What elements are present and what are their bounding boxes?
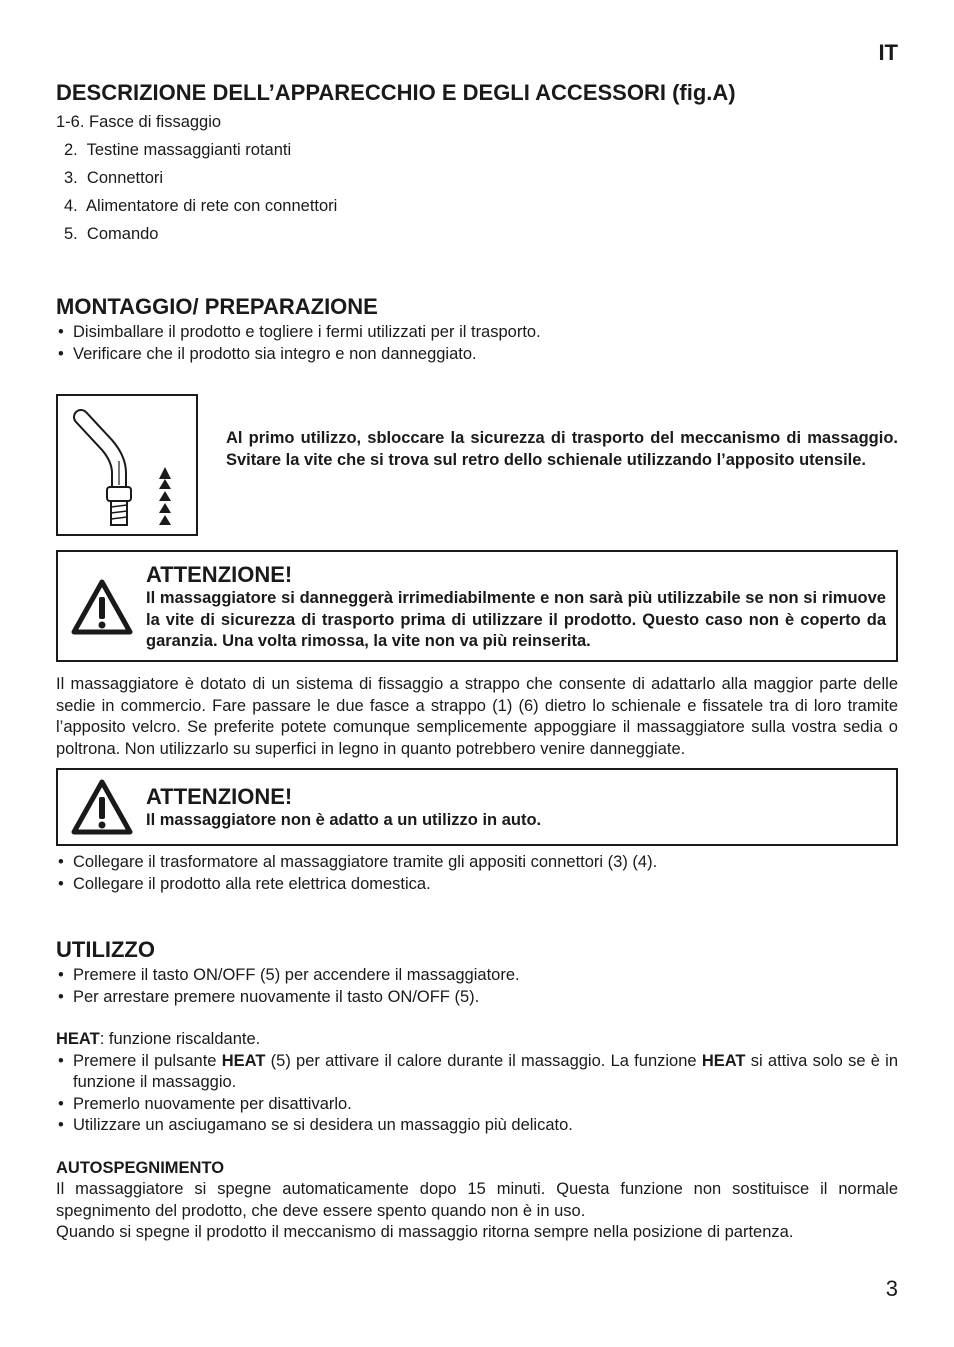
heat-bullets: [56, 1051, 898, 1137]
warning-title: ATTENZIONE!: [146, 784, 293, 809]
list-item: 2. Testine massaggianti rotanti: [64, 141, 292, 159]
warning-icon-wrap: [58, 778, 146, 836]
tool-note: Al primo utilizzo, sbloccare la sicurezza di trasporto del meccanismo di massaggio. Svitare la vite che si trova sul retro dello schienale utilizzando l’apposito utensile.: [226, 429, 898, 469]
list-item: • Collegare il trasformatore al massaggiatore tramite gli appositi connettori (3) (4).: [56, 852, 898, 874]
list-item: 1-6. Fasce di fissaggio: [56, 113, 222, 131]
description-title: DESCRIZIONE DELL’APPARECCHIO E DEGLI ACCESSORI (fig.A): [56, 80, 736, 105]
heat-line: [56, 1029, 898, 1051]
list-item: • Premerlo nuovamente per disattivarlo.: [56, 1094, 898, 1116]
list-item: • Verificare che il prodotto sia integro e non danneggiato.: [56, 344, 898, 366]
list-item: [56, 1051, 898, 1094]
assembly-title: MONTAGGIO/ PREPARAZIONE: [56, 294, 378, 319]
list-item: • Per arrestare premere nuovamente il tasto ON/OFF (5).: [56, 987, 898, 1009]
language-code: IT: [878, 40, 898, 65]
list-item: 4. Alimentatore di rete con connettori: [64, 197, 338, 215]
connection-bullets: [56, 852, 898, 895]
parts-list: [56, 108, 898, 248]
assembly-bullets: [56, 322, 898, 365]
warning-icon: [70, 778, 134, 836]
tool-figure: [56, 394, 198, 536]
list-item: • Utilizzare un asciugamano se si desidera un massaggio più delicato.: [56, 1115, 898, 1137]
warning-icon-wrap: [58, 578, 146, 636]
warning-icon: [70, 578, 134, 636]
auto-off-paragraph: Il massaggiatore si spegne automaticamente dopo 15 minuti. Questa funzione non sostituisce il normale spegnimento del prodotto, che deve essere spento quando non è in uso.: [56, 1180, 898, 1220]
page-number: 3: [885, 1276, 898, 1301]
warning-text: Il massaggiatore non è adatto a un utilizzo in auto.: [146, 811, 542, 829]
list-item: 5. Comando: [64, 225, 159, 243]
heat-label: HEAT: [56, 1030, 100, 1048]
heat-description: : funzione riscaldante.: [99, 1030, 261, 1048]
heat-bullet-text: Premere il pulsante: [73, 1051, 222, 1070]
usage-title: UTILIZZO: [56, 937, 155, 962]
auto-off-paragraph: Quando si spegne il prodotto il meccanismo di massaggio ritorna sempre nella posizione di partenza.: [56, 1223, 794, 1241]
warning-body: [146, 784, 896, 832]
usage-bullets: [56, 965, 898, 1008]
list-item: • Collegare il prodotto alla rete elettrica domestica.: [56, 874, 898, 896]
heat-label: HEAT: [221, 1051, 266, 1070]
heat-label: HEAT: [701, 1051, 746, 1070]
warning-box: [56, 768, 898, 846]
warning-text: Il massaggiatore si danneggerà irrimediabilmente e non sarà più utilizzabile se non si rimuove la vite di sicurezza di trasporto prima di utilizzare il prodotto. Questo caso non è coperto da garanzia. Una volta rimossa, la vite non va più reinserita.: [146, 589, 886, 650]
warning-title: ATTENZIONE!: [146, 562, 293, 587]
tool-instruction: [56, 394, 898, 536]
warning-body: [146, 562, 896, 653]
heat-bullet-text: (5) per attivare il calore durante il massaggio. La funzione: [265, 1051, 702, 1070]
heat-bullet-text: si attiva solo se è in funzione il massaggio.: [73, 1051, 898, 1091]
page-content: [56, 78, 898, 1244]
list-item: • Premere il tasto ON/OFF (5) per accendere il massaggiatore.: [56, 965, 898, 987]
warning-box: [56, 550, 898, 662]
list-item: • Disimballare il prodotto e togliere i fermi utilizzati per il trasporto.: [56, 322, 898, 344]
list-item: 3. Connettori: [64, 169, 164, 187]
hex-key-icon: [67, 401, 187, 529]
auto-off-title: AUTOSPEGNIMENTO: [56, 1158, 225, 1177]
fixing-paragraph: Il massaggiatore è dotato di un sistema di fissaggio a strappo che consente di adattarlo alla maggior parte delle sedie in commercio. Fare passare le due fasce a strappo (1) (6) dietro lo schienale e fissatele tra di loro tramite l’apposito velcro. Se preferite potete comunque semplicemente appoggiare il massaggiatore sulla vostra sedia o poltrona. Non utilizzarlo su superfici in legno in quanto potrebbero venire danneggiate.: [56, 675, 898, 758]
